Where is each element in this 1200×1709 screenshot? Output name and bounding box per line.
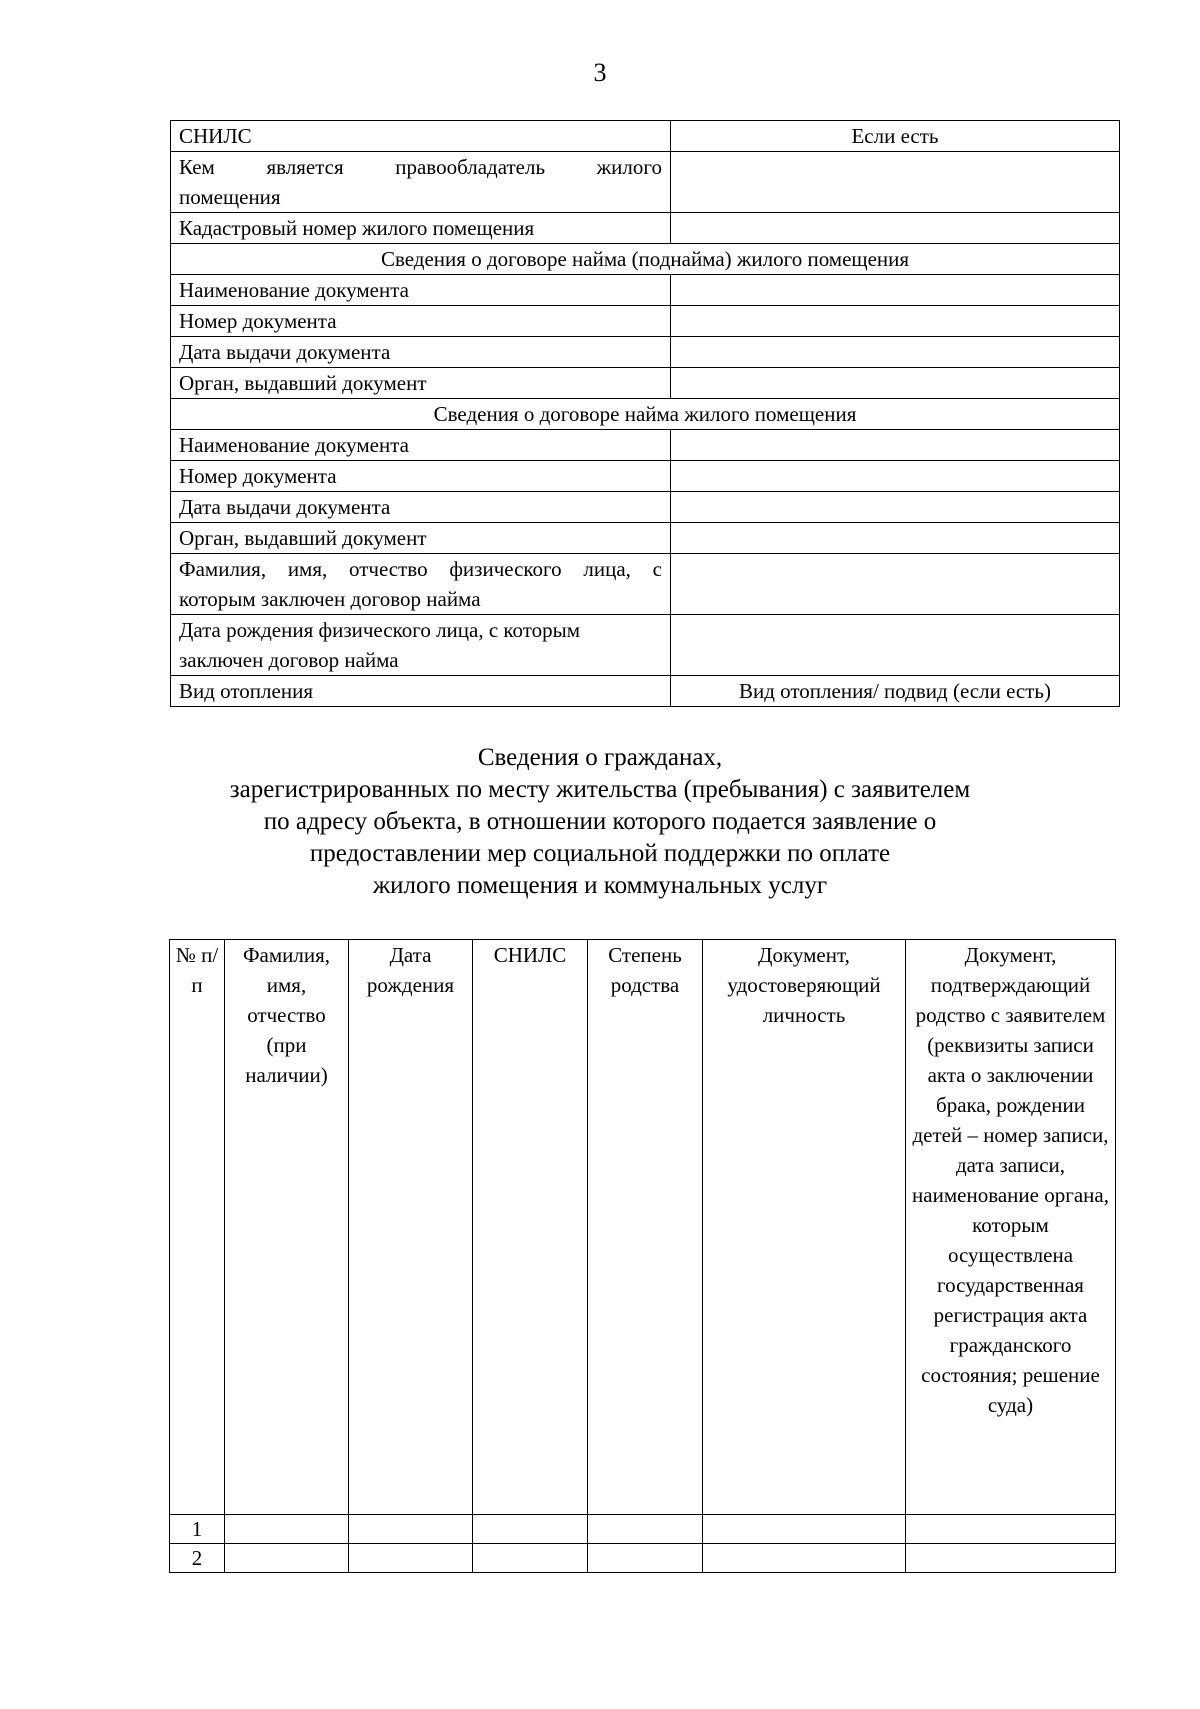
cell [588, 1544, 703, 1573]
person-name-value [671, 554, 1120, 615]
sublease-section-heading: Сведения о договоре найма (поднайма) жилого помещения [171, 244, 1120, 275]
cell [473, 1515, 588, 1544]
lease-section-heading: Сведения о договоре найма жилого помещения [171, 399, 1120, 430]
lease-doc-date-value [671, 492, 1120, 523]
person-birth-label-line2: заключен договор найма [179, 648, 399, 672]
sublease-doc-date-value [671, 337, 1120, 368]
table-row [171, 337, 1120, 368]
person-name-label [171, 554, 671, 615]
snils-value: Если есть [671, 121, 1120, 152]
table-row [170, 1544, 1116, 1573]
title-line: по адресу объекта, в отношении которого подается заявление о [263, 808, 937, 835]
cell [703, 1544, 906, 1573]
col-header-id-document: Документ, удостоверяющий личность [703, 940, 906, 1515]
table-row [171, 461, 1120, 492]
table-row [171, 152, 1120, 213]
cell [703, 1515, 906, 1544]
sublease-doc-issuer-label: Орган, выдавший документ [171, 368, 671, 399]
table-row [171, 676, 1120, 707]
cell [906, 1515, 1116, 1544]
registered-citizens-table [169, 939, 1116, 1573]
person-name-label-line2: которым заключен договор найма [179, 587, 481, 611]
owner-value [671, 152, 1120, 213]
cell [906, 1544, 1116, 1573]
col-header-birth-date: Дата рождения [349, 940, 473, 1515]
table-row [171, 554, 1120, 615]
cadastral-value [671, 213, 1120, 244]
cell [473, 1544, 588, 1573]
table-row [170, 1515, 1116, 1544]
owner-label-line2: помещения [179, 185, 281, 209]
cadastral-label: Кадастровый номер жилого помещения [171, 213, 671, 244]
cell [225, 1515, 349, 1544]
sublease-doc-issuer-value [671, 368, 1120, 399]
section-title [150, 742, 1050, 902]
sublease-doc-number-label: Номер документа [171, 306, 671, 337]
table-row [171, 492, 1120, 523]
sublease-doc-name-label: Наименование документа [171, 275, 671, 306]
lease-doc-number-label: Номер документа [171, 461, 671, 492]
table-row [171, 399, 1120, 430]
col-header-number: № п/п [170, 940, 225, 1515]
page-number: 3 [593, 58, 607, 87]
table-row [171, 306, 1120, 337]
cell [349, 1544, 473, 1573]
snils-label: СНИЛС [171, 121, 671, 152]
lease-doc-issuer-label: Орган, выдавший документ [171, 523, 671, 554]
title-line: жилого помещения и коммунальных услуг [372, 872, 828, 899]
row-number: 1 [170, 1515, 225, 1544]
lease-doc-name-value [671, 430, 1120, 461]
col-header-name: Фамилия, имя, отчество (при наличии) [225, 940, 349, 1515]
sublease-doc-number-value [671, 306, 1120, 337]
housing-info-table [170, 120, 1120, 707]
owner-label-line1: Кем является правообладатель жилого [179, 155, 662, 179]
owner-label [171, 152, 671, 213]
table-row [171, 121, 1120, 152]
title-line: Сведения о гражданах, [477, 744, 723, 771]
person-birth-label-line1: Дата рождения физического лица, с которым [179, 618, 581, 642]
col-header-snils: СНИЛС [473, 940, 588, 1515]
table-row [171, 275, 1120, 306]
cell [588, 1515, 703, 1544]
sublease-doc-date-label: Дата выдачи документа [171, 337, 671, 368]
lease-doc-issuer-value [671, 523, 1120, 554]
header-row [170, 940, 1116, 1515]
table-row [171, 368, 1120, 399]
lease-doc-name-label: Наименование документа [171, 430, 671, 461]
lease-doc-number-value [671, 461, 1120, 492]
row-number: 2 [170, 1544, 225, 1573]
title-line: предоставлении мер социальной поддержки по оплате [309, 840, 891, 867]
table-row [171, 244, 1120, 275]
lease-doc-date-label: Дата выдачи документа [171, 492, 671, 523]
heating-label: Вид отопления [171, 676, 671, 707]
person-name-label-line1: Фамилия, имя, отчество физического лица, с [179, 557, 662, 581]
title-line: зарегистрированных по месту жительства (пребывания) с заявителем [229, 776, 971, 803]
table-row [171, 213, 1120, 244]
table-row [171, 523, 1120, 554]
table-row [171, 430, 1120, 461]
cell [349, 1515, 473, 1544]
person-birth-value [671, 615, 1120, 676]
col-header-kinship-document: Документ, подтверждающий родство с заявителем (реквизиты записи акта о заключении брака, рождении детей – номер записи, дата записи, наименование органа, которым осуществлена государственная регистрация акта гражданского состояния; решение суда) [906, 940, 1116, 1515]
person-birth-label [171, 615, 671, 676]
heating-value: Вид отопления/ подвид (если есть) [671, 676, 1120, 707]
cell [225, 1544, 349, 1573]
sublease-doc-name-value [671, 275, 1120, 306]
table-row [171, 615, 1120, 676]
col-header-relation: Степень родства [588, 940, 703, 1515]
